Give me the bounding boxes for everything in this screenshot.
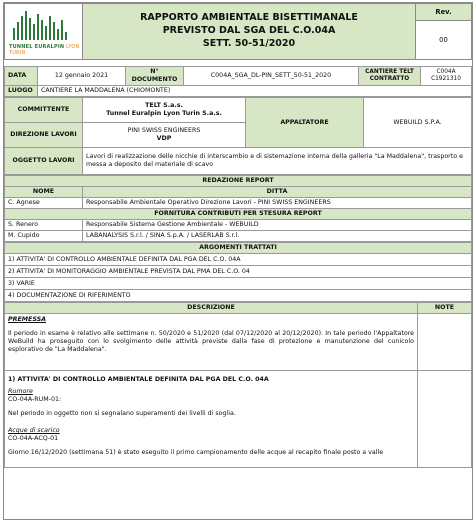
redazione-title: REDAZIONE REPORT (5, 176, 472, 187)
oggetto-label: OGGETTO LAVORI (5, 148, 83, 175)
col-ditta: DITTA (83, 187, 472, 198)
oggetto-value: Lavori di realizzazione delle nicchie di interscambio e di sistemazione interna della galleria "La Maddalena", trasporto e messa a deposito del materiale di scavo (83, 148, 472, 175)
committente-value-2: Tunnel Euralpin Lyon Turin S.a.s. (106, 110, 222, 117)
title-line-3: SETT. 50-51/2020 (202, 37, 296, 49)
col-descrizione: DESCRIZIONE (5, 303, 418, 314)
info-table (4, 66, 472, 97)
direzione-value-1: PINI SWISS ENGINEERS (127, 127, 201, 135)
report-header (4, 3, 472, 60)
logo (5, 4, 83, 60)
section1-title: 1) ATTIVITA' DI CONTROLLO AMBIENTALE DEFINITA DAL PGA DEL C.O. 04A (8, 376, 269, 383)
list-item: 4) DOCUMENTAZIONE DI RIFERIMENTO (5, 290, 472, 302)
logo-text-1: TUNNEL EURALPIN (9, 43, 65, 50)
fornitura-title: FORNITURA CONTRIBUTI PER STESURA REPORT (5, 209, 472, 220)
redazione-table (4, 175, 472, 242)
list-item: 3) VARIE (5, 278, 472, 290)
premessa-text: Il periodo in esame è relativo alle settimane n. 50/2020 e 51/2020 (dal 07/12/2020 al 20/12/2020). In tale periodo l'Appaltatore WeBuild ha proseguito con lo svolgimento delle attività previste dalla fase di protezione e manutenzione del cunicolo esplorativo de "La Maddalena". (8, 329, 414, 353)
list-item: 2) ATTIVITA' DI MONITORAGGIO AMBIENTALE PREVISTA DAL PMA DEL C.O. 04 (5, 266, 472, 278)
logo-bars-icon (11, 10, 71, 40)
committente-label: COMMITTENTE (5, 98, 83, 123)
acque-code: CO-04A-ACQ-01 (8, 435, 59, 443)
rumore-title: Rumore (8, 387, 33, 395)
rumore-text: Nel periodo in oggetto non si segnalano superamenti dei livelli di soglia. (8, 409, 236, 417)
data-label: DATA (5, 67, 38, 86)
fornitura-nome: S. Renero (5, 220, 83, 231)
appaltatore-value: WEBUILD S.P.A. (364, 98, 472, 148)
parties-table (4, 97, 472, 175)
ndoc-value: C004A_SGA_DL-PIN_SETT_50-51_2020 (184, 67, 359, 86)
data-value: 12 gennaio 2021 (38, 67, 126, 86)
col-nome: NOME (5, 187, 83, 198)
rumore-code: CO-04A-RUM-01: (8, 395, 62, 403)
luogo-value: CANTIERE LA MADDALENA (CHIOMONTE) (38, 86, 472, 97)
col-note: NOTE (418, 303, 472, 314)
argomenti-title: ARGOMENTI TRATTATI (5, 243, 472, 254)
cut-text: Giorno 16/12/2020 (settimana 51) è stato eseguito il primo campionamento delle acque al recapito finale posto a valle (8, 449, 384, 457)
logo-text-2: LYON TURIN (9, 43, 80, 56)
cantiere-value: C004A C1921310 (421, 67, 472, 86)
direzione-value-2: VDP (156, 135, 172, 142)
descrizione-table (4, 302, 472, 468)
ndoc-label: N° DOCUMENTO (126, 67, 184, 86)
table-row (5, 198, 472, 209)
report-title (83, 4, 416, 60)
cantiere-label: CANTIERE TELT CONTRATTO (359, 67, 421, 86)
title-line-1: RAPPORTO AMBIENTALE BISETTIMANALE (140, 12, 358, 24)
fornitura-ditta: Responsabile Sistema Gestione Ambientale - WEBUILD (83, 220, 472, 231)
acque-title: Acque di scarico (8, 427, 60, 435)
direzione-label: DIREZIONE LAVORI (5, 123, 83, 148)
title-line-2: PREVISTO DAL SGA DEL C.O.04A (162, 25, 336, 37)
rev-label: Rev. (416, 4, 472, 21)
argomenti-table (4, 242, 472, 302)
rev-value: 00 (416, 21, 472, 60)
redazione-ditta: Responsabile Ambientale Operativo Direzione Lavori - PINI SWISS ENGINEERS (83, 198, 472, 209)
table-row (5, 231, 472, 242)
committente-value-1: TELT S.a.s. (145, 102, 183, 110)
fornitura-nome: M. Cupido (5, 231, 83, 242)
premessa-title: PREMESSA (8, 316, 47, 323)
redazione-nome: C. Agnese (5, 198, 83, 209)
report-page (3, 2, 473, 520)
appaltatore-label: APPALTATORE (246, 98, 364, 148)
table-row (5, 220, 472, 231)
fornitura-ditta: LABANALYSIS S.r.l. / SINA S.p.A. / LASERLAB S.r.l. (83, 231, 472, 242)
luogo-label: LUOGO (5, 86, 38, 97)
list-item: 1) ATTIVITA' DI CONTROLLO AMBIENTALE DEFINITA DAL PGA DEL C.O. 04A (5, 254, 472, 266)
